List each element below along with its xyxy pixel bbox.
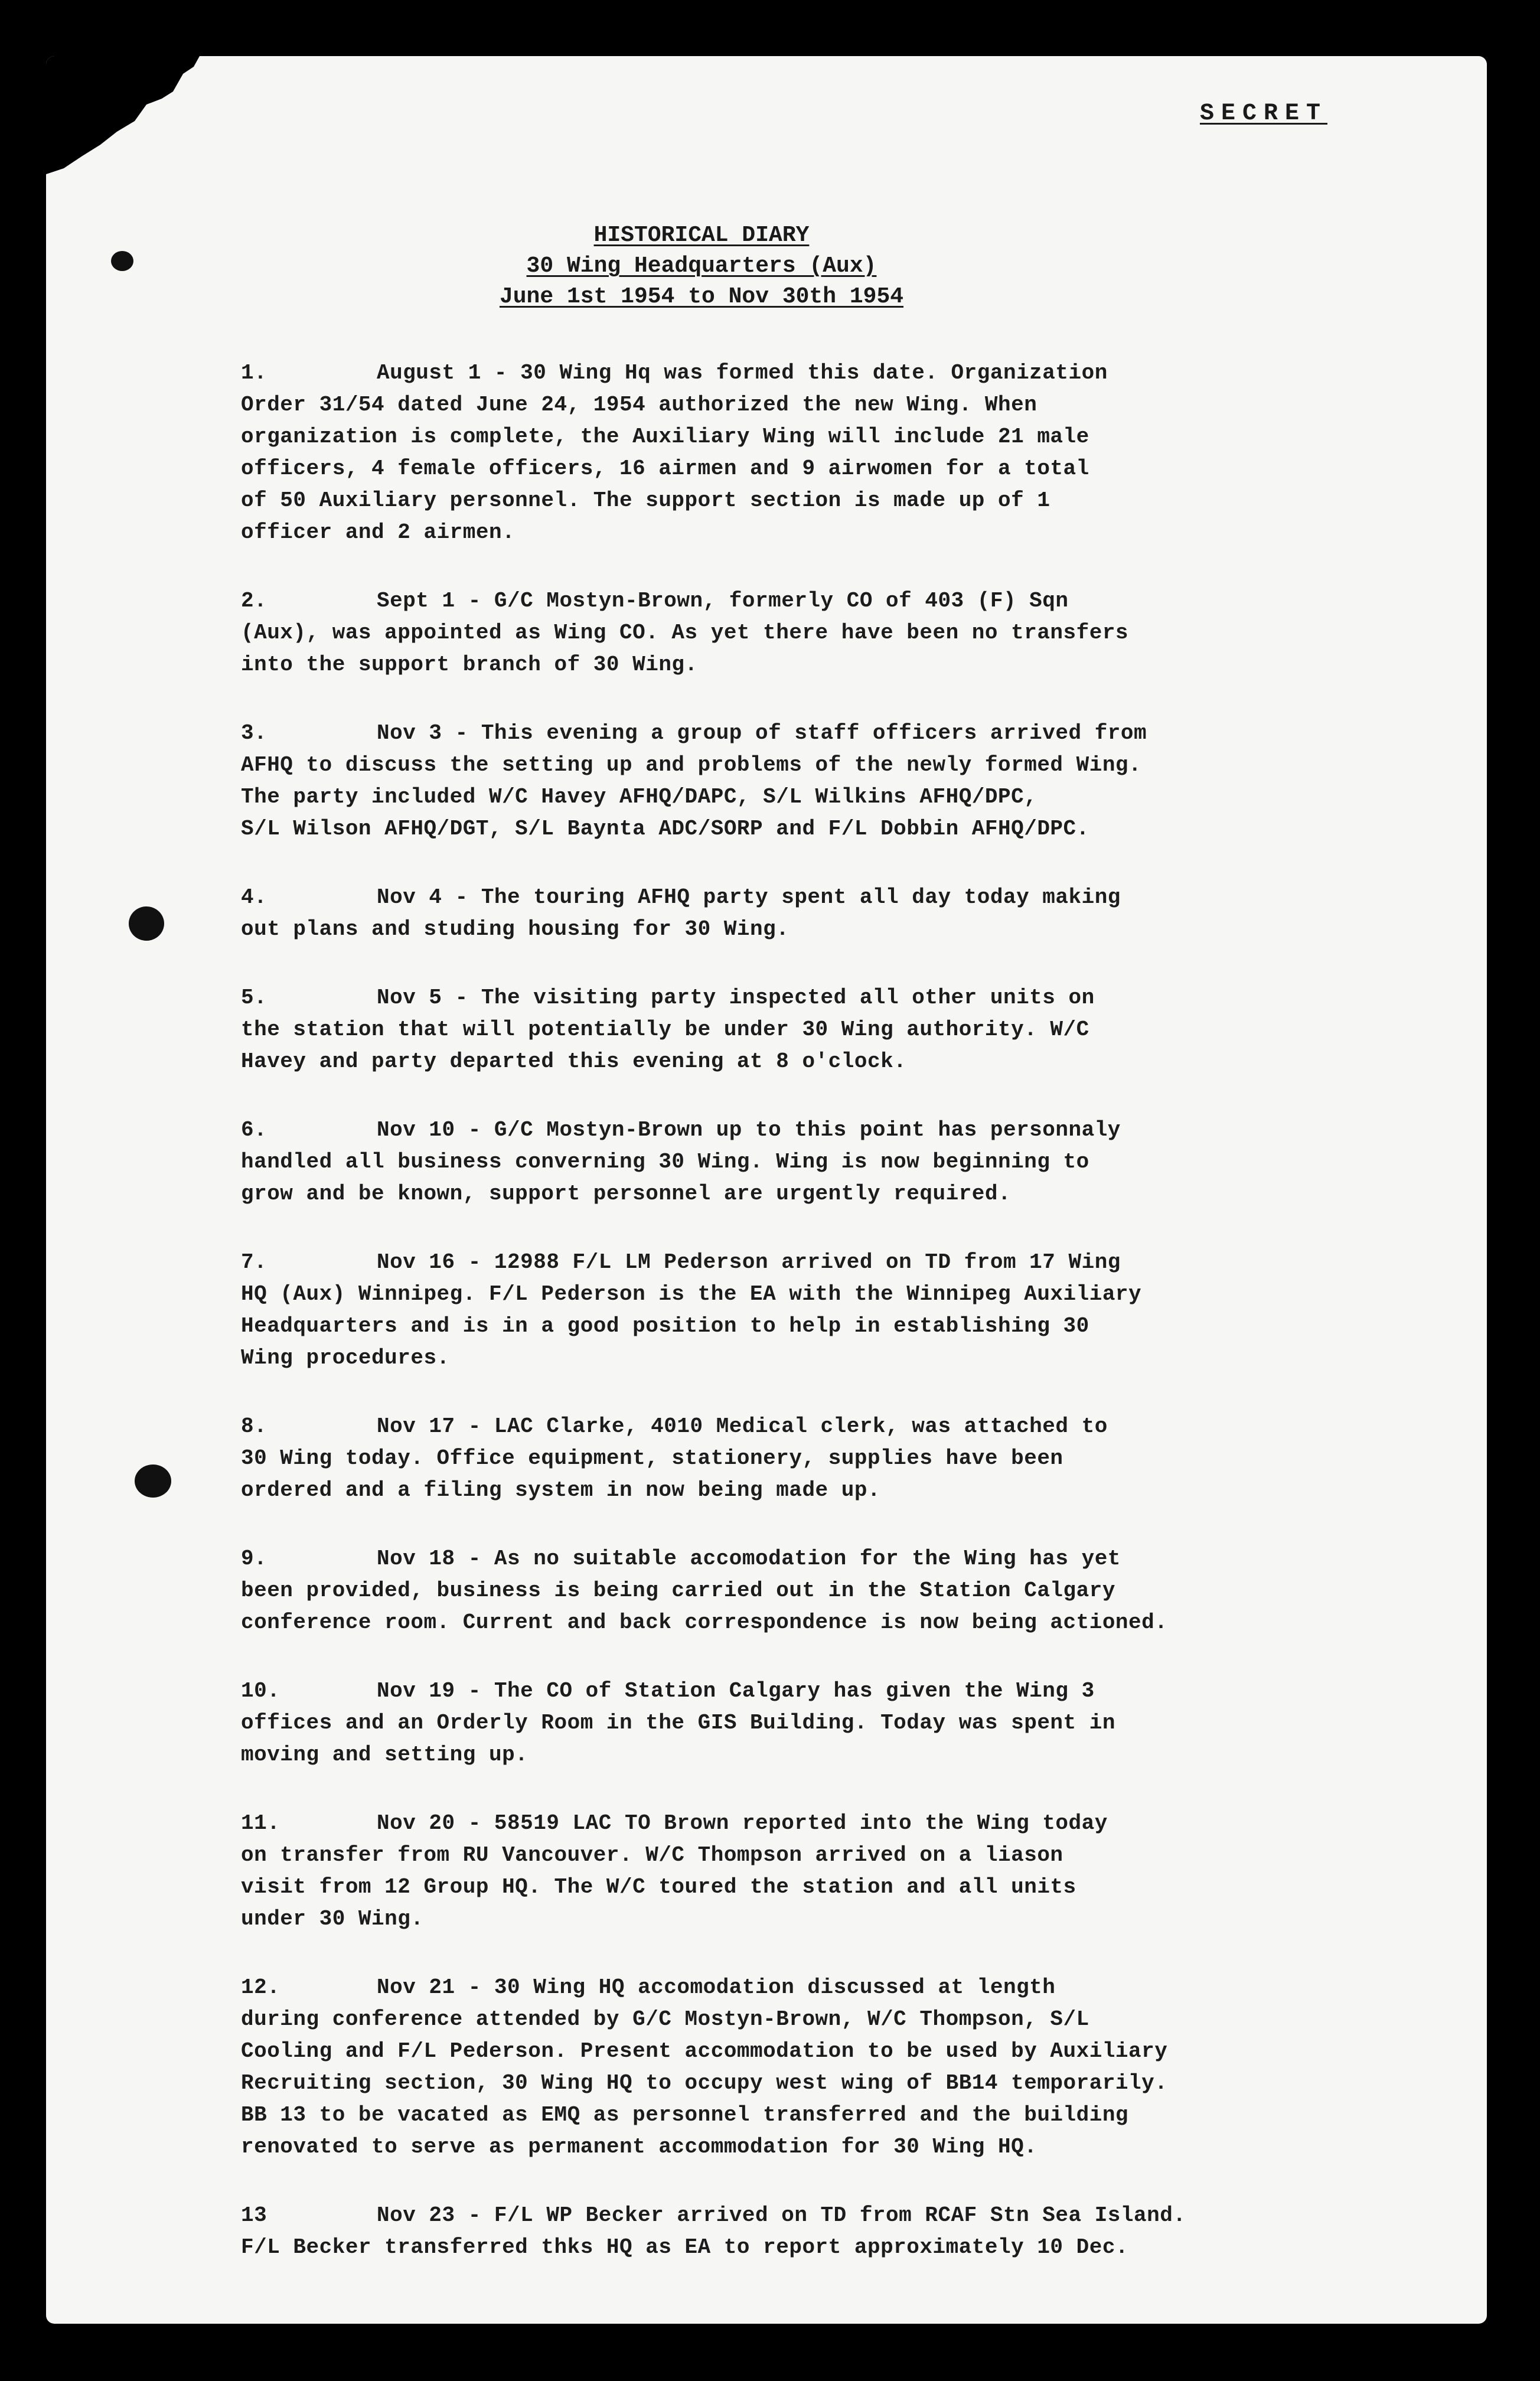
title-unit: 30 Wing Headquarters (Aux)	[526, 253, 877, 279]
entry-number: 3.	[241, 721, 267, 745]
entry-text-line: grow and be known, support personnel are urgently required.	[241, 1182, 1012, 1206]
security-classification: SECRET	[1199, 100, 1327, 127]
diary-entry	[241, 882, 1381, 945]
entry-number: 1.	[241, 361, 267, 385]
diary-entry	[241, 1808, 1381, 1935]
entry-text: Nov 20 - 58519 LAC TO Brown reported into the Wing today	[377, 1811, 1108, 1835]
entry-text-line: officer and 2 airmen.	[241, 520, 515, 544]
entry-first-line	[241, 1543, 1381, 1575]
entry-text-line: Cooling and F/L Pederson. Present accommodation to be used by Auxiliary	[241, 2039, 1168, 2063]
entry-first-line	[241, 1808, 1381, 1839]
entry-text-line: the station that will potentially be under 30 Wing authority. W/C	[241, 1017, 1089, 1042]
diary-entry	[241, 2200, 1381, 2263]
entry-number: 11.	[241, 1811, 280, 1835]
diary-entry	[241, 1114, 1381, 1210]
entry-text: August 1 - 30 Wing Hq was formed this date. Organization	[377, 361, 1108, 385]
diary-entries	[241, 357, 1381, 2263]
entry-text-line: during conference attended by G/C Mostyn-Brown, W/C Thompson, S/L	[241, 2007, 1089, 2031]
entry-first-line	[241, 882, 1381, 914]
entry-text: Nov 10 - G/C Mostyn-Brown up to this point has personnaly	[377, 1118, 1121, 1142]
entry-text-line: out plans and studing housing for 30 Wing.	[241, 917, 789, 941]
diary-entry	[241, 1411, 1381, 1506]
entry-text-line: renovated to serve as permanent accommodation for 30 Wing HQ.	[241, 2135, 1037, 2159]
entry-text: Nov 23 - F/L WP Becker arrived on TD from RCAF Stn Sea Island.	[377, 2203, 1186, 2227]
entry-first-line	[241, 717, 1381, 749]
entry-text-line: S/L Wilson AFHQ/DGT, S/L Baynta ADC/SORP and F/L Dobbin AFHQ/DPC.	[241, 817, 1089, 841]
entry-text: Nov 21 - 30 Wing HQ accomodation discussed at length	[377, 1975, 1056, 2000]
entry-first-line	[241, 1114, 1381, 1146]
punch-hole-top	[111, 251, 133, 271]
entry-text-line: The party included W/C Havey AFHQ/DAPC, S/L Wilkins AFHQ/DPC,	[241, 785, 1037, 809]
document-title-block	[377, 220, 1026, 312]
entry-number: 10.	[241, 1679, 280, 1703]
entry-first-line	[241, 982, 1381, 1014]
entry-text: Nov 5 - The visiting party inspected all other units on	[377, 986, 1095, 1010]
entry-first-line	[241, 1411, 1381, 1443]
entry-text-line: AFHQ to discuss the setting up and problems of the newly formed Wing.	[241, 753, 1142, 777]
punch-hole-middle	[129, 906, 164, 941]
entry-number: 5.	[241, 986, 267, 1010]
entry-text-line: visit from 12 Group HQ. The W/C toured the station and all units	[241, 1875, 1076, 1899]
punch-hole-lower	[135, 1465, 171, 1498]
entry-text-line: ordered and a filing system in now being made up.	[241, 1478, 881, 1502]
entry-text-line: offices and an Orderly Room in the GIS Building. Today was spent in	[241, 1711, 1115, 1735]
diary-entry	[241, 717, 1381, 845]
diary-entry	[241, 585, 1381, 681]
diary-entry	[241, 1972, 1381, 2163]
entry-first-line	[241, 1972, 1381, 2004]
entry-text-line: under 30 Wing.	[241, 1907, 424, 1931]
entry-number: 2.	[241, 589, 267, 613]
entry-number: 6.	[241, 1118, 267, 1142]
entry-text-line: of 50 Auxiliary personnel. The support section is made up of 1	[241, 488, 1050, 513]
entry-first-line	[241, 1247, 1381, 1278]
title-date-range: June 1st 1954 to Nov 30th 1954	[499, 284, 904, 309]
entry-text: Nov 17 - LAC Clarke, 4010 Medical clerk, was attached to	[377, 1414, 1108, 1439]
entry-first-line	[241, 357, 1381, 389]
entry-text: Nov 18 - As no suitable accomodation for the Wing has yet	[377, 1547, 1121, 1571]
entry-number: 8.	[241, 1414, 267, 1439]
entry-text-line: been provided, business is being carried out in the Station Calgary	[241, 1578, 1115, 1603]
entry-text-line: 30 Wing today. Office equipment, stationery, supplies have been	[241, 1446, 1063, 1470]
diary-entry	[241, 1675, 1381, 1771]
entry-text-line: F/L Becker transferred thks HQ as EA to report approximately 10 Dec.	[241, 2235, 1129, 2259]
entry-text: Nov 19 - The CO of Station Calgary has given the Wing 3	[377, 1679, 1095, 1703]
entry-text-line: on transfer from RU Vancouver. W/C Thompson arrived on a liason	[241, 1843, 1063, 1867]
entry-text-line: Havey and party departed this evening at 8 o'clock.	[241, 1049, 907, 1074]
entry-text-line: conference room. Current and back correspondence is now being actioned.	[241, 1610, 1168, 1635]
entry-text-line: Order 31/54 dated June 24, 1954 authorized the new Wing. When	[241, 393, 1037, 417]
entry-text: Nov 3 - This evening a group of staff officers arrived from	[377, 721, 1147, 745]
entry-text-line: Headquarters and is in a good position to help in establishing 30	[241, 1314, 1089, 1338]
entry-text-line: Recruiting section, 30 Wing HQ to occupy west wing of BB14 temporarily.	[241, 2071, 1168, 2095]
entry-text-line: Wing procedures.	[241, 1346, 450, 1370]
diary-entry	[241, 982, 1381, 1078]
torn-corner	[46, 56, 200, 174]
entry-number: 9.	[241, 1547, 267, 1571]
entry-text-line: BB 13 to be vacated as EMQ as personnel transferred and the building	[241, 2103, 1129, 2127]
entry-text: Sept 1 - G/C Mostyn-Brown, formerly CO of 403 (F) Sqn	[377, 589, 1069, 613]
entry-number: 12.	[241, 1975, 280, 2000]
entry-text-line: into the support branch of 30 Wing.	[241, 653, 698, 677]
entry-number: 13	[241, 2203, 267, 2227]
entry-text-line: handled all business converning 30 Wing. Wing is now beginning to	[241, 1150, 1089, 1174]
entry-first-line	[241, 1675, 1381, 1707]
entry-text-line: organization is complete, the Auxiliary Wing will include 21 male	[241, 425, 1089, 449]
diary-entry	[241, 1247, 1381, 1374]
document-page	[46, 56, 1487, 2324]
entry-first-line	[241, 2200, 1381, 2232]
entry-first-line	[241, 585, 1381, 617]
entry-text-line: moving and setting up.	[241, 1743, 528, 1767]
title-historical-diary: HISTORICAL DIARY	[593, 223, 810, 248]
entry-text: Nov 4 - The touring AFHQ party spent all day today making	[377, 885, 1121, 909]
entry-number: 7.	[241, 1250, 267, 1274]
entry-text-line: (Aux), was appointed as Wing CO. As yet there have been no transfers	[241, 621, 1129, 645]
diary-entry	[241, 357, 1381, 549]
entry-number: 4.	[241, 885, 267, 909]
entry-text-line: officers, 4 female officers, 16 airmen and 9 airwomen for a total	[241, 456, 1089, 481]
diary-entry	[241, 1543, 1381, 1639]
entry-text-line: HQ (Aux) Winnipeg. F/L Pederson is the EA with the Winnipeg Auxiliary	[241, 1282, 1142, 1306]
entry-text: Nov 16 - 12988 F/L LM Pederson arrived on TD from 17 Wing	[377, 1250, 1121, 1274]
